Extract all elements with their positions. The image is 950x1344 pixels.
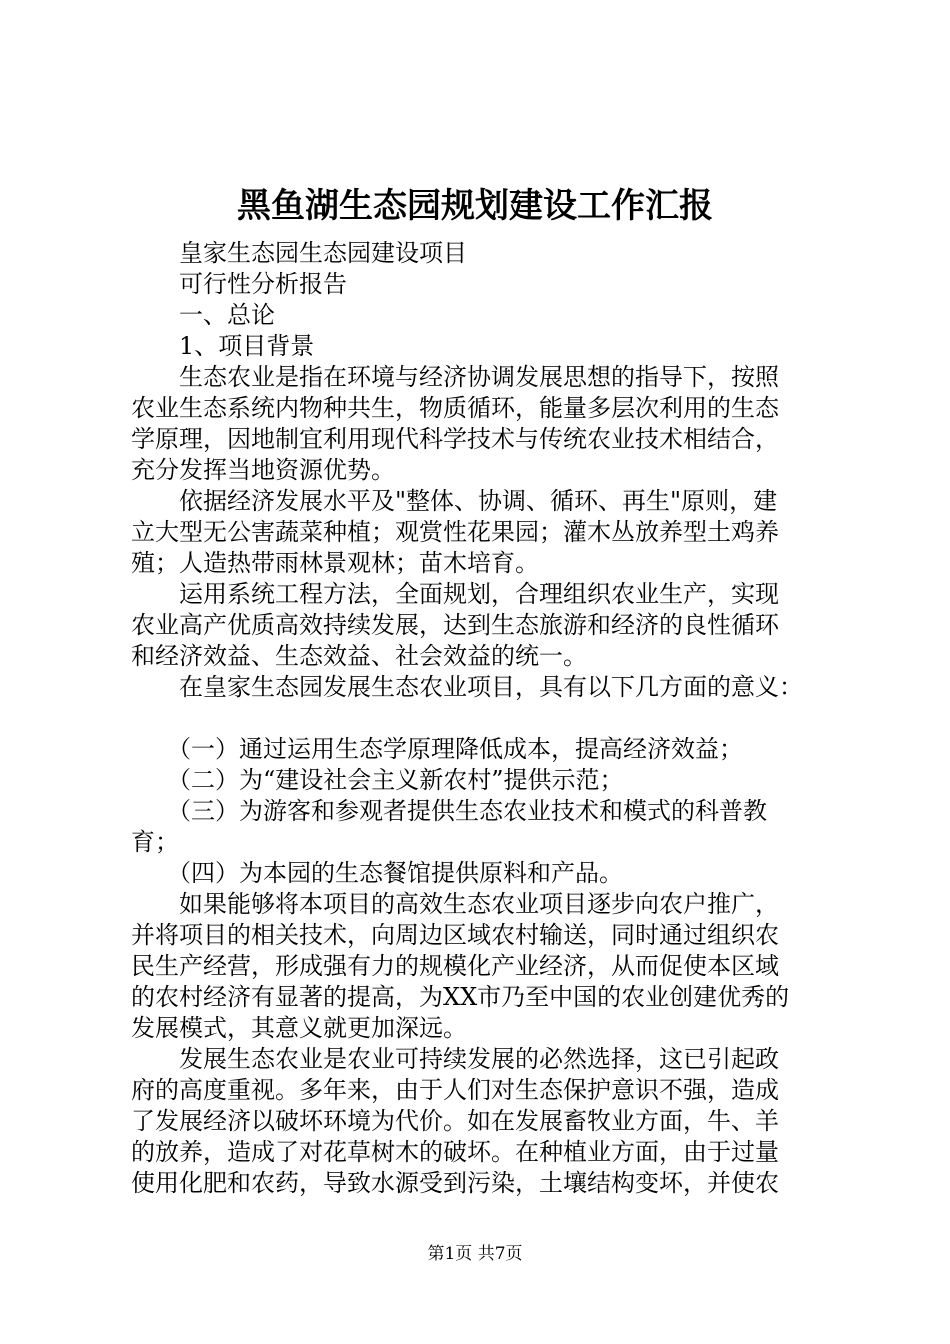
body-line: 如果能够将本项目的高效生态农业项目逐步向农户推广， <box>131 890 779 918</box>
body-line: 发展生态农业是农业可持续发展的必然选择，这已引起政 <box>131 1045 779 1073</box>
body-line: 学原理，因地制宜利用现代科学技术与传统农业技术相结合， <box>131 425 779 453</box>
page-number: 第1页 共7页 <box>427 1244 523 1264</box>
body-line: 运用系统工程方法，全面规划，合理组织农业生产，实现 <box>131 580 779 608</box>
body-line: （四）为本园的生态餐馆提供原料和产品。 <box>131 859 623 887</box>
body-line: 了发展经济以破坏环境为代价。如在发展畜牧业方面，牛、羊 <box>131 1107 779 1135</box>
body-line: 在皇家生态园发展生态农业项目，具有以下几方面的意义： <box>131 673 803 701</box>
body-line: 1、项目背景 <box>131 332 315 360</box>
body-line: 的放养，造成了对花草树木的破坏。在种植业方面，由于过量 <box>131 1138 779 1166</box>
body-line: （三）为游客和参观者提供生态农业技术和模式的科普教 <box>131 797 767 825</box>
body-line: 农业生态系统内物种共生，物质循环，能量多层次利用的生态 <box>131 394 779 422</box>
document-body <box>131 238 831 1199</box>
body-line: 的农村经济有显著的提高，为XX市乃至中国的农业创建优秀的 <box>131 983 790 1011</box>
body-line: 生态农业是指在环境与经济协调发展思想的指导下，按照 <box>131 363 779 391</box>
body-line: 皇家生态园生态园建设项目 <box>131 239 467 267</box>
body-line: 可行性分析报告 <box>131 270 347 298</box>
body-line: 发展模式，其意义就更加深远。 <box>131 1014 467 1042</box>
body-line: （一）通过运用生态学原理降低成本，提高经济效益； <box>131 735 743 763</box>
body-line: 充分发挥当地资源优势。 <box>131 456 395 484</box>
body-line: （二）为“建设社会主义新农村”提供示范； <box>131 766 624 794</box>
body-line: 使用化肥和农药，导致水源受到污染，土壤结构变坏，并使农 <box>131 1169 779 1197</box>
body-line: 育； <box>131 828 179 856</box>
body-line: 一、总论 <box>131 301 275 329</box>
body-line: 殖；人造热带雨林景观林；苗木培育。 <box>131 549 539 577</box>
body-line: 并将项目的相关技术，向周边区域农村输送，同时通过组织农 <box>131 921 779 949</box>
body-line: 府的高度重视。多年来，由于人们对生态保护意识不强，造成 <box>131 1076 779 1104</box>
body-line: 和经济效益、生态效益、社会效益的统一。 <box>131 642 587 670</box>
body-line: 立大型无公害蔬菜种植；观赏性花果园；灌木丛放养型土鸡养 <box>131 518 779 546</box>
body-line: 民生产经营，形成强有力的规模化产业经济，从而促使本区域 <box>131 952 779 980</box>
body-line: 依据经济发展水平及"整体、协调、循环、再生"原则，建 <box>131 487 778 515</box>
body-line: 农业高产优质高效持续发展，达到生态旅游和经济的良性循环 <box>131 611 779 639</box>
blank-line <box>131 703 831 734</box>
document-title: 黑鱼湖生态园规划建设工作汇报 <box>237 186 713 226</box>
